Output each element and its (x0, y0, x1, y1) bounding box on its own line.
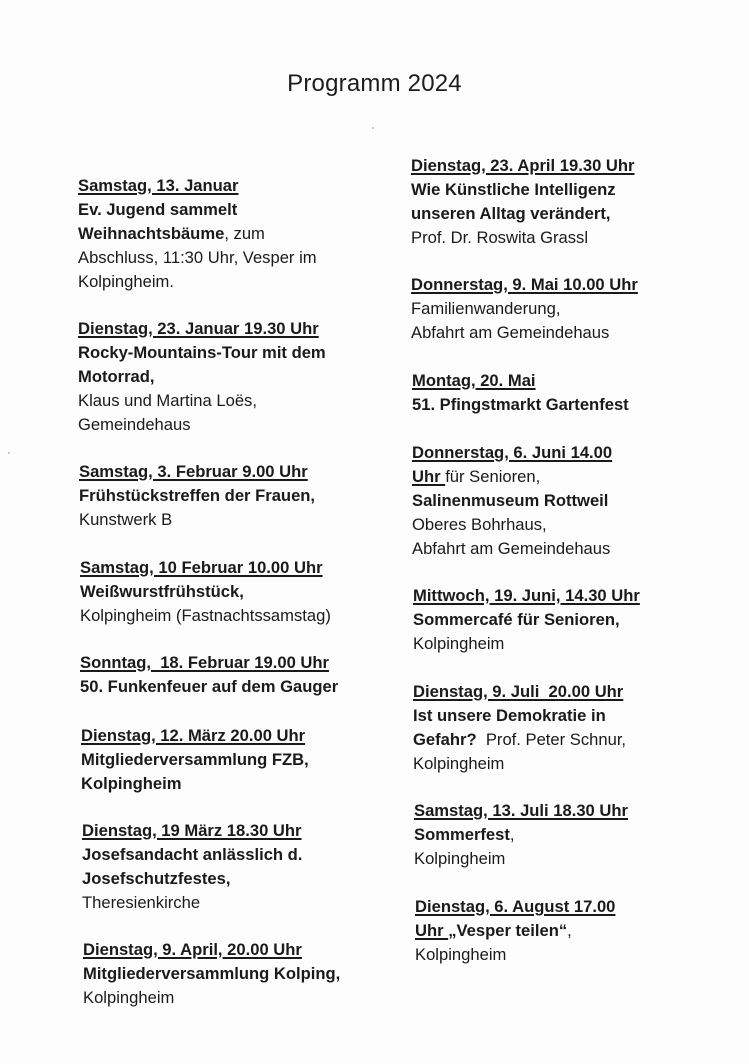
event-line: Weißwurstfrühstück, (80, 582, 244, 601)
event-date: Sonntag, 18. Februar 19.00 Uhr (80, 653, 329, 672)
event-line: Frühstückstreffen der Frauen, (79, 486, 316, 505)
event-line: Abschluss, 11:30 Uhr, Vesper im (78, 248, 317, 267)
event-line: Kolpingheim (414, 849, 506, 868)
event-entry (412, 369, 629, 417)
event-entry (411, 154, 634, 250)
event-line: Kolpingheim (413, 634, 505, 653)
event-line: Josefsandacht anlässlich d. (82, 845, 303, 864)
event-line: Salinenmuseum Rottweil (412, 491, 609, 510)
event-line: Uhr für Senioren, (412, 467, 541, 486)
event-line: Abfahrt am Gemeindehaus (411, 323, 610, 342)
event-line: Ist unsere Demokratie in (413, 706, 606, 725)
event-line: Kolpingheim (413, 754, 505, 773)
event-entry (412, 441, 612, 561)
event-line: Theresienkirche (82, 893, 201, 912)
event-entry (413, 680, 626, 776)
event-entry (83, 938, 340, 1010)
event-line: Sommercafé für Senioren, (413, 610, 620, 629)
event-date: Mittwoch, 19. Juni, 14.30 Uhr (413, 586, 640, 605)
event-line: Ev. Jugend sammelt (78, 200, 238, 219)
event-entry (413, 584, 640, 656)
event-line: Wie Künstliche Intelligenz (411, 180, 616, 199)
event-line: Sommerfest, (414, 825, 515, 844)
event-entry (411, 273, 638, 345)
event-line: Oberes Bohrhaus, (412, 515, 547, 534)
event-date: Samstag, 10 Februar 10.00 Uhr (80, 558, 323, 577)
event-entry (415, 895, 615, 967)
event-entry (78, 317, 326, 437)
event-date: Dienstag, 6. August 17.00 (415, 897, 616, 916)
event-line: Kolpingheim (Fastnachtssamstag) (80, 606, 331, 625)
event-date: Dienstag, 9. Juli 20.00 Uhr (413, 682, 624, 701)
event-entry (81, 724, 309, 796)
event-entry (82, 819, 302, 915)
scan-speck (8, 452, 10, 454)
event-date: Donnerstag, 6. Juni 14.00 (412, 443, 613, 462)
event-date: Dienstag, 19 März 18.30 Uhr (82, 821, 302, 840)
scan-speck (372, 127, 374, 129)
event-entry (80, 556, 331, 628)
event-line: Mitgliederversammlung Kolping, (83, 964, 341, 983)
event-entry (79, 460, 315, 532)
event-line: 50. Funkenfeuer auf dem Gauger (80, 677, 339, 696)
event-line: Uhr „Vesper teilen“, (415, 921, 572, 940)
event-line: Kolpingheim (415, 945, 507, 964)
event-line: 51. Pfingstmarkt Gartenfest (412, 395, 629, 414)
event-date: Dienstag, 23. April 19.30 Uhr (411, 156, 635, 175)
event-date: Samstag, 13. Juli 18.30 Uhr (414, 801, 628, 820)
event-line: Prof. Dr. Roswita Grassl (411, 228, 589, 247)
event-date: Dienstag, 9. April, 20.00 Uhr (83, 940, 302, 959)
event-line: Josefschutzfestes, (82, 869, 231, 888)
event-date: Montag, 20. Mai (412, 371, 536, 390)
event-line: Gemeindehaus (78, 415, 191, 434)
event-line: Weihnachtsbäume, zum (78, 224, 265, 243)
event-line: Abfahrt am Gemeindehaus (412, 539, 611, 558)
page-title: Programm 2024 (287, 70, 462, 97)
event-date: Dienstag, 23. Januar 19.30 Uhr (78, 319, 319, 338)
event-entry (414, 799, 628, 871)
event-line: Motorrad, (78, 367, 155, 386)
event-line: Klaus und Martina Loës, (78, 391, 257, 410)
event-entry (78, 174, 317, 294)
event-line: Mitgliederversammlung FZB, (81, 750, 309, 769)
event-date: Samstag, 3. Februar 9.00 Uhr (79, 462, 308, 481)
event-line: Kolpingheim (83, 988, 175, 1007)
event-line: Familienwanderung, (411, 299, 561, 318)
event-date: Samstag, 13. Januar (78, 176, 239, 195)
event-line: Kolpingheim. (78, 272, 174, 291)
event-date: Dienstag, 12. März 20.00 Uhr (81, 726, 306, 745)
event-entry (80, 651, 338, 699)
event-line: Kolpingheim (81, 774, 182, 793)
event-line: Gefahr? Prof. Peter Schnur, (413, 730, 627, 749)
event-date: Donnerstag, 9. Mai 10.00 Uhr (411, 275, 638, 294)
event-line: Rocky-Mountains-Tour mit dem (78, 343, 326, 362)
event-line: unseren Alltag verändert, (411, 204, 611, 223)
event-line: Kunstwerk B (79, 510, 173, 529)
